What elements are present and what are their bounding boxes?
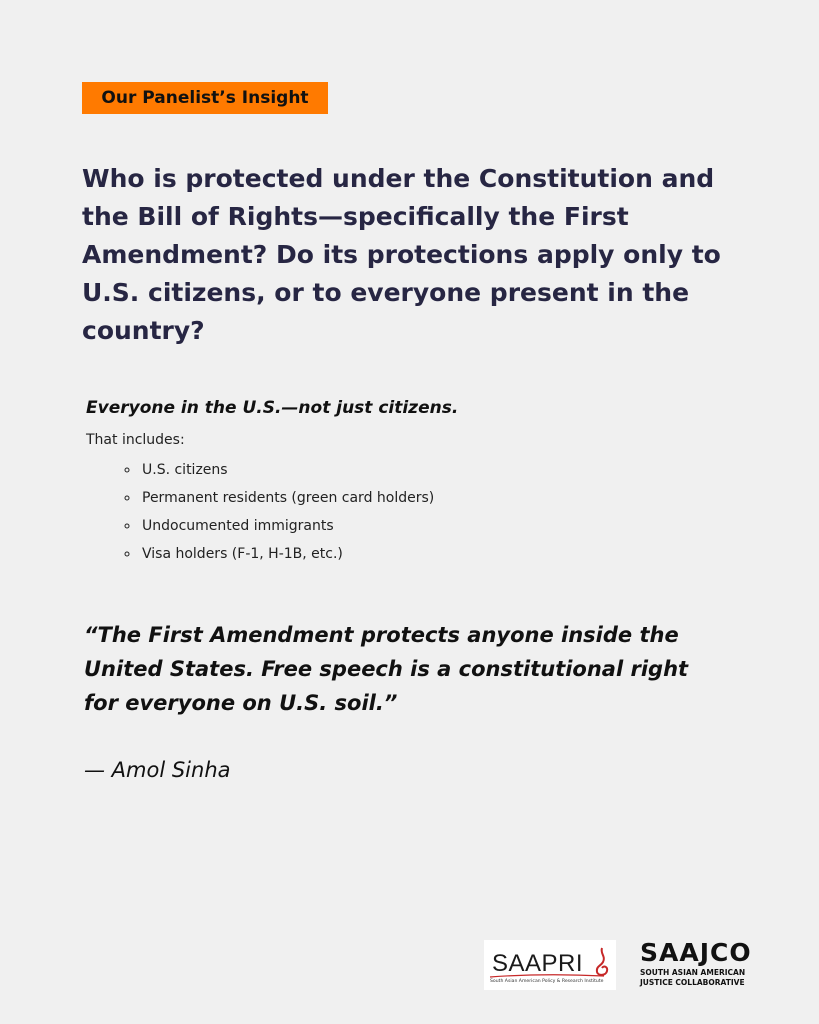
saajco-logo [640, 940, 760, 988]
saajco-subtitle-line1: SOUTH ASIAN AMERICAN [640, 968, 746, 977]
quote-attribution: — Amol Sinha [84, 758, 231, 782]
list-item: ◦ Undocumented immigrants [140, 514, 434, 542]
list-item: ◦ Permanent residents (green card holders) [140, 486, 434, 514]
list-item: ◦ Visa holders (F-1, H-1B, etc.) [140, 542, 434, 570]
saapri-logo-wordmark: SAAPRI [492, 950, 584, 977]
protected-groups-list [120, 458, 434, 570]
question-heading: Who is protected under the Constitution and the Bill of Rights—specifically the First Amendment? Do its protections apply only to U.S. citizens, or to everyone present in the country? [82, 164, 721, 345]
saajco-wordmark: SAAJCO [640, 938, 752, 967]
answer-headline: Everyone in the U.S.—not just citizens. [86, 398, 459, 418]
saapri-logo [484, 940, 616, 990]
section-tag [82, 82, 328, 114]
includes-label: That includes: [86, 432, 185, 448]
panelist-quote: “The First Amendment protects anyone inside the United States. Free speech is a constitutional right for everyone on U.S. soil.” [84, 623, 689, 715]
saapri-tagline: South Asian American Policy & Research Institute [490, 979, 604, 984]
section-tag-label: Our Panelist’s Insight [101, 88, 309, 108]
saajco-subtitle-line2: JUSTICE COLLABORATIVE [640, 978, 745, 987]
list-item: ◦ U.S. citizens [140, 458, 434, 486]
